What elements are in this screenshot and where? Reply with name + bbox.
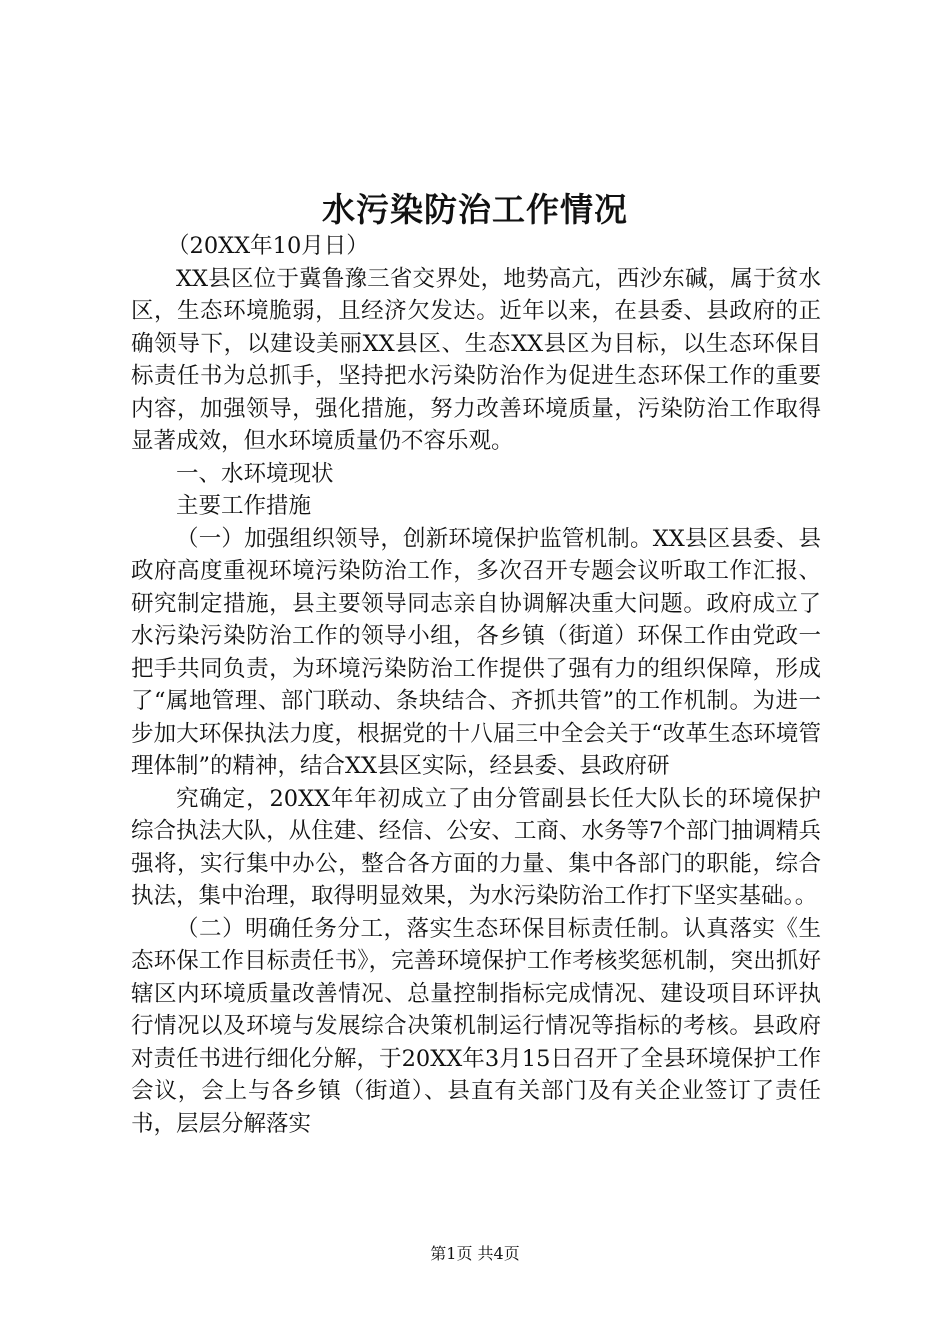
heading-water-status: 一、水环境现状 <box>176 460 334 487</box>
page-footer: 第1页 共4页 <box>430 1244 520 1263</box>
paragraph-measure-1-cont: 究确定，20XX年年初成立了由分管副县长任大队长的环境保护综合执法大队，从住建、经信、公安、工商、水务等7个部门抽调精兵强将，实行集中办公，整合各方面的力量、集中各部门的职能，综合执法，集中治理，取得明显效果，为水污染防治工作打下坚实基础。。 <box>131 785 821 909</box>
paragraph-measure-1: （一）加强组织领导，创新环境保护监管机制。XX县区县委、县政府高度重视环境污染防治工作，多次召开专题会议听取工作汇报、研究制定措施，县主要领导同志亲自协调解决重大问题。政府成立了水污染污染防治工作的领导小组，各乡镇（街道）环保工作由党政一把手共同负责，为环境污染防治工作提供了强有力的组织保障，形成了“属地管理、部门联动、条块结合、齐抓共管”的工作机制。为进一步加大环保执法力度，根据党的十八届三中全会关于“改革生态环境管理体制”的精神，结合XX县区实际，经县委、县政府研 <box>131 525 821 779</box>
heading-main-measures: 主要工作措施 <box>176 493 312 519</box>
document-body <box>131 230 821 1140</box>
paragraph-measure-2: （二）明确任务分工，落实生态环保目标责任制。认真落实《生态环保工作目标责任书》，完善环境保护工作考核奖惩机制，突出抓好辖区内环境质量改善情况、总量控制指标完成情况、建设项目环评执行情况以及环境与发展综合决策机制运行情况等指标的考核。县政府对责任书进行细化分解，于20XX年3月15日召开了全县环境保护工作会议，会上与各乡镇（街道）、县直有关部门及有关企业签订了责任书，层层分解落实 <box>131 915 821 1137</box>
document-title: 水污染防治工作情况 <box>322 190 628 229</box>
document-date: （20XX年10月日） <box>167 233 369 259</box>
paragraph-intro: XX县区位于冀鲁豫三省交界处，地势高亢，西沙东碱，属于贫水区，生态环境脆弱，且经济欠发达。近年以来，在县委、县政府的正确领导下，以建设美丽XX县区、生态XX县区为目标，以生态环保目标责任书为总抓手，坚持把水污染防治作为促进生态环保工作的重要内容，加强领导，强化措施，努力改善环境质量，污染防治工作取得显著成效，但水环境质量仍不容乐观。 <box>131 265 821 454</box>
